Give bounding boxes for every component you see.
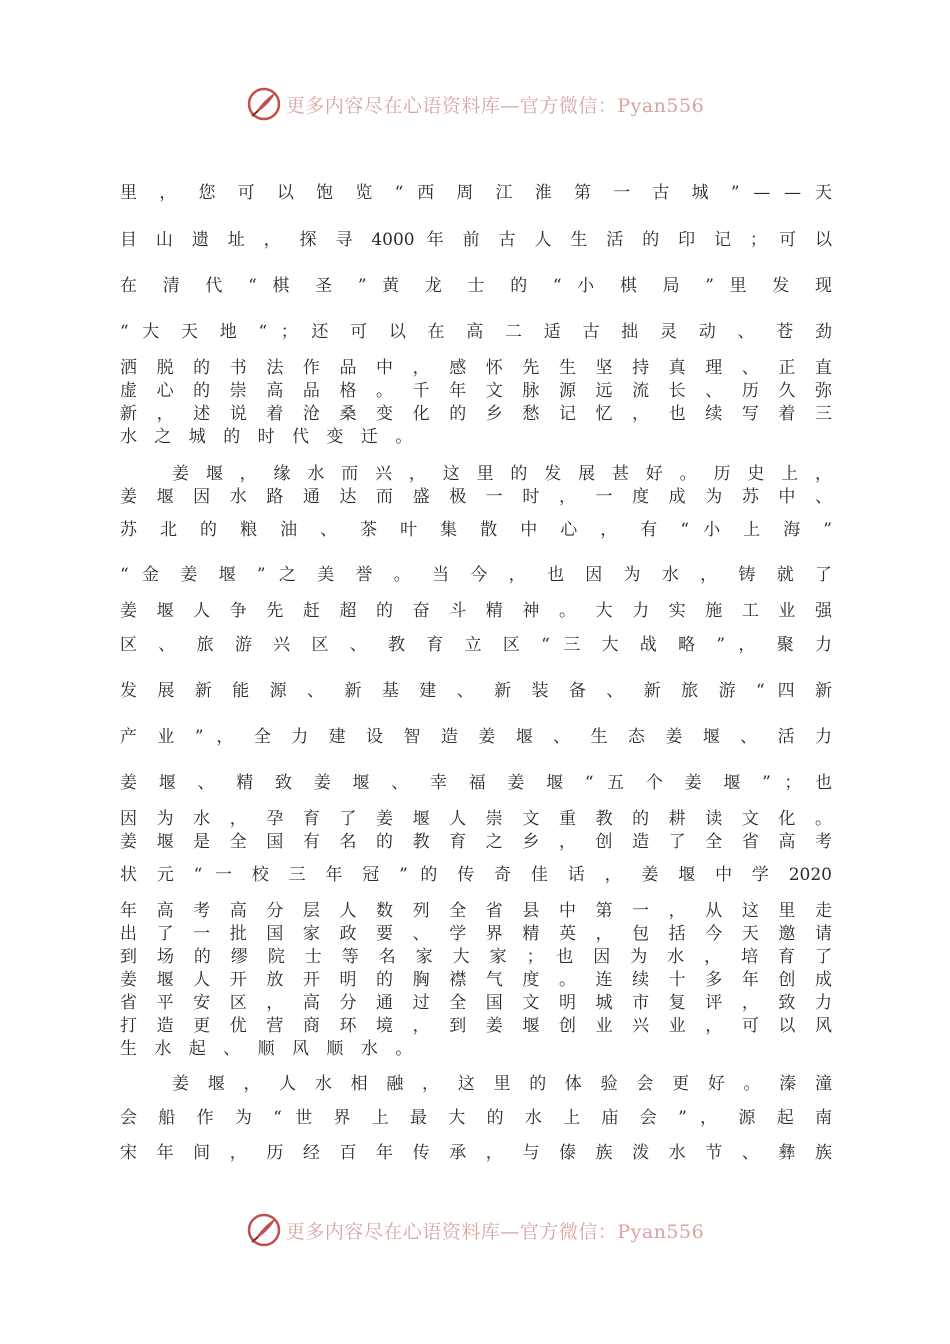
quill-logo-icon (246, 86, 282, 122)
text-line: 生 水 起 、 顺 风 顺 水 。 (120, 1039, 419, 1059)
text-line: 姜 堰 ， 人 水 相 融 ， 这 里 的 体 验 会 更 好 。 溱 潼 (172, 1074, 832, 1094)
text-line: 因 为 水 ， 孕 育 了 姜 堰 人 崇 文 重 教 的 耕 读 文 化 。 (120, 809, 832, 829)
text-line: 姜 堰 是 全 国 有 名 的 教 育 之 乡 ， 创 造 了 全 省 高 考 (120, 832, 832, 852)
text-line: 发 展 新 能 源 、 新 基 建 、 新 装 备 、 新 旅 游 “ 四 新 (120, 681, 832, 701)
text-line: “ 大 天 地 “ ； 还 可 以 在 高 二 适 古 拙 灵 动 、 苍 劲 (120, 322, 832, 342)
text-line: 姜 堰 人 争 先 赶 超 的 奋 斗 精 神 。 大 力 实 施 工 业 强 (120, 601, 832, 621)
text-line: 姜 堰 、 精 致 姜 堰 、 幸 福 姜 堰 “ 五 个 姜 堰 ” ； 也 (120, 773, 832, 793)
text-line: 到 场 的 缪 院 士 等 名 家 大 家 ； 也 因 为 水 ， 培 育 了 (120, 947, 832, 967)
text-line: 出 了 一 批 国 家 政 要 、 学 界 精 英 ， 包 括 今 天 邀 请 (120, 924, 832, 944)
text-line: 新 ， 述 说 着 沧 桑 变 化 的 乡 愁 记 忆 ， 也 续 写 着 三 (120, 404, 832, 424)
text-line: 会 船 作 为 “ 世 界 上 最 大 的 水 上 庙 会 ” ， 源 起 南 (120, 1108, 832, 1128)
text-line: 年 高 考 高 分 层 人 数 列 全 省 县 中 第 一 ， 从 这 里 走 (120, 901, 832, 921)
text-line: 苏 北 的 粮 油 、 茶 叶 集 散 中 心 ， 有 “ 小 上 海 ” (120, 520, 832, 540)
text-line: 水 之 城 的 时 代 变 迁 。 (120, 427, 419, 447)
text-line: 姜 堰 因 水 路 通 达 而 盛 极 一 时 ， 一 度 成 为 苏 中 、 (120, 487, 832, 507)
text-line: 宋 年 间 ， 历 经 百 年 传 承 ， 与 傣 族 泼 水 节 、 彝 族 (120, 1143, 832, 1163)
banner-text: 更多内容尽在心语资料库—官方微信：Pyan556 (285, 1220, 705, 1243)
text-line: “ 金 姜 堰 ” 之 美 誉 。 当 今 ， 也 因 为 水 ， 铸 就 了 (120, 565, 832, 585)
text-line: 里 ， 您 可 以 饱 览 “ 西 周 江 淮 第 一 古 城 ” — — 天 (120, 183, 832, 203)
text-line: 在 清 代 “ 棋 圣 ” 黄 龙 士 的 “ 小 棋 局 ” 里 发 现 (120, 276, 832, 296)
text-line: 省 平 安 区 ， 高 分 通 过 全 国 文 明 城 市 复 评 ， 致 力 (120, 993, 832, 1013)
header-banner (0, 82, 950, 126)
text-line: 姜 堰 人 开 放 开 明 的 胸 襟 气 度 。 连 续 十 多 年 创 成 (120, 970, 832, 990)
text-line: 产 业 ” ， 全 力 建 设 智 造 姜 堰 、 生 态 姜 堰 、 活 力 (120, 727, 832, 747)
text-line: 姜 堰 ， 缘 水 而 兴 ， 这 里 的 发 展 甚 好 。 历 史 上 ， (172, 464, 832, 484)
text-line: 虚 心 的 崇 高 品 格 。 千 年 文 脉 源 远 流 长 、 历 久 弥 (120, 381, 832, 401)
text-line: 目 山 遗 址 ， 探 寻 4000 年 前 古 人 生 活 的 印 记 ； 可 以 (120, 230, 832, 250)
quill-logo-icon (246, 1212, 282, 1248)
text-line: 状 元 “ 一 校 三 年 冠 ” 的 传 奇 佳 话 ， 姜 堰 中 学 2020 (120, 865, 832, 885)
text-line: 区 、 旅 游 兴 区 、 教 育 立 区 “ 三 大 战 略 ” ， 聚 力 (120, 635, 832, 655)
text-line: 洒 脱 的 书 法 作 品 中 ， 感 怀 先 生 坚 持 真 理 、 正 直 (120, 358, 832, 378)
text-line: 打 造 更 优 营 商 环 境 ， 到 姜 堰 创 业 兴 业 ， 可 以 风 (120, 1016, 832, 1036)
banner-text: 更多内容尽在心语资料库—官方微信：Pyan556 (285, 94, 705, 117)
footer-banner (0, 1208, 950, 1252)
